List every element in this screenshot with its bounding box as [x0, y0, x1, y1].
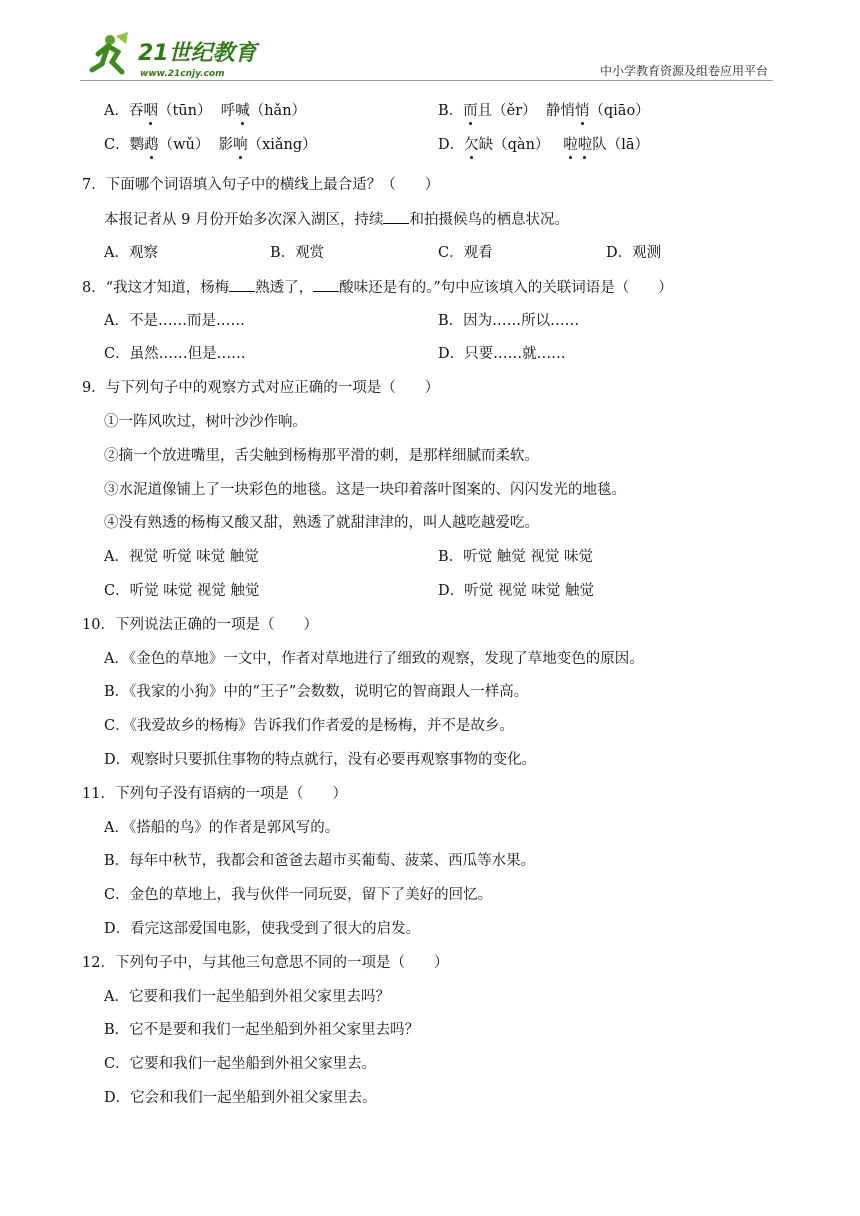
- q7-option-c: C．观看: [438, 245, 493, 261]
- q8-option-d: D．只要……就……: [438, 346, 566, 362]
- q10-option-c: C．《我爱故乡的杨梅》告诉我们作者爱的是杨梅，并不是故乡。: [104, 718, 514, 734]
- q12-option-d: D．它会和我们一起坐船到外祖父家里去。: [104, 1090, 377, 1106]
- q12-option-c: C．它要和我们一起坐船到外祖父家里去。: [104, 1056, 377, 1072]
- q6-option-d: D．欠缺（qàn） 啦啦队（lā）: [438, 137, 650, 153]
- q11-option-b: B．每年中秋节，我都会和爸爸去超市买葡萄、菠菜、西瓜等水果。: [104, 853, 536, 869]
- q12-option-b: B．它不是要和我们一起坐船到外祖父家里去吗？: [104, 1022, 420, 1038]
- q10-option-b: B．《我家的小狗》中的“王子”会数数，说明它的智商跟人一样高。: [104, 684, 529, 700]
- q11-title: 11．下列句子没有语病的一项是（ ）: [82, 786, 347, 802]
- logo-url: www.21cnjy.com: [140, 69, 225, 79]
- answer-blank: [229, 277, 255, 292]
- runner-icon: [92, 32, 128, 72]
- header-divider: [80, 80, 773, 81]
- q9-title: 9．与下列句子中的观察方式对应正确的一项是（ ）: [82, 380, 440, 396]
- q11-option-c: C．金色的草地上，我与伙伴一同玩耍，留下了美好的回忆。: [104, 887, 493, 903]
- q7-sentence: 本报记者从 9 月份开始多次深入湖区，持续 和拍摄候鸟的栖息状况。: [104, 209, 569, 230]
- q12-option-a: A．它要和我们一起坐船到外祖父家里去吗？: [104, 989, 390, 1005]
- q9-item-2: ②摘一个放进嘴里，舌尖触到杨梅那平滑的刺，是那样细腻而柔软。: [104, 448, 539, 464]
- q9-option-c: C．听觉 味觉 视觉 触觉: [104, 583, 260, 599]
- q8-option-a: A．不是……而是……: [104, 313, 245, 329]
- logo-text: 21世纪教育: [138, 41, 257, 66]
- q9-item-3: ③水泥道像铺上了一块彩色的地毯。这是一块印着落叶图案的、闪闪发光的地毯。: [104, 482, 626, 498]
- q8-option-b: B．因为……所以……: [438, 313, 580, 329]
- site-logo: [88, 30, 268, 82]
- answer-blank: [313, 277, 339, 292]
- q6-option-a: A．吞咽（tūn） 呼喊（hǎn）: [104, 103, 307, 119]
- q10-option-d: D．观察时只要抓住事物的特点就行，没有必要再观察事物的变化。: [104, 752, 537, 768]
- q6-option-b: B．而且（ěr） 静悄悄（qiāo）: [438, 103, 650, 119]
- q6-option-c: C．鹦鹉（wǔ） 影响（xiǎng）: [104, 137, 317, 153]
- q11-option-d: D．看完这部爱国电影，使我受到了很大的启发。: [104, 921, 421, 937]
- q9-item-4: ④没有熟透的杨梅又酸又甜，熟透了就甜津津的，叫人越吃越爱吃。: [104, 515, 539, 531]
- q9-item-1: ①一阵风吹过，树叶沙沙作响。: [104, 414, 307, 430]
- q9-option-a: A．视觉 听觉 味觉 触觉: [104, 549, 259, 565]
- q7-option-b: B．观赏: [270, 245, 325, 261]
- q7-option-d: D．观测: [606, 245, 662, 261]
- q7-option-a: A．观察: [104, 245, 158, 261]
- q11-option-a: A．《搭船的鸟》的作者是郭风写的。: [104, 820, 340, 836]
- q8-option-c: C．虽然……但是……: [104, 346, 246, 362]
- q12-title: 12．下列句子中，与其他三句意思不同的一项是（ ）: [82, 955, 449, 971]
- page-header: [0, 0, 860, 90]
- answer-blank: [383, 209, 409, 224]
- q10-option-a: A．《金色的草地》一文中，作者对草地进行了细致的观察，发现了草地变色的原因。: [104, 651, 644, 667]
- q10-title: 10．下列说法正确的一项是（ ）: [82, 617, 318, 633]
- q9-option-d: D．听觉 视觉 味觉 触觉: [438, 583, 594, 599]
- q8-title: 8．“我这才知道，杨梅 熟透了， 酸味还是有的。”句中应该填入的关联词语是（ ）: [82, 277, 673, 298]
- q7-title: 7．下面哪个词语填入句子中的横线上最合适？（ ）: [82, 177, 440, 193]
- platform-name: 中小学教育资源及组卷应用平台: [599, 64, 768, 78]
- q9-option-b: B．听觉 触觉 视觉 味觉: [438, 549, 593, 565]
